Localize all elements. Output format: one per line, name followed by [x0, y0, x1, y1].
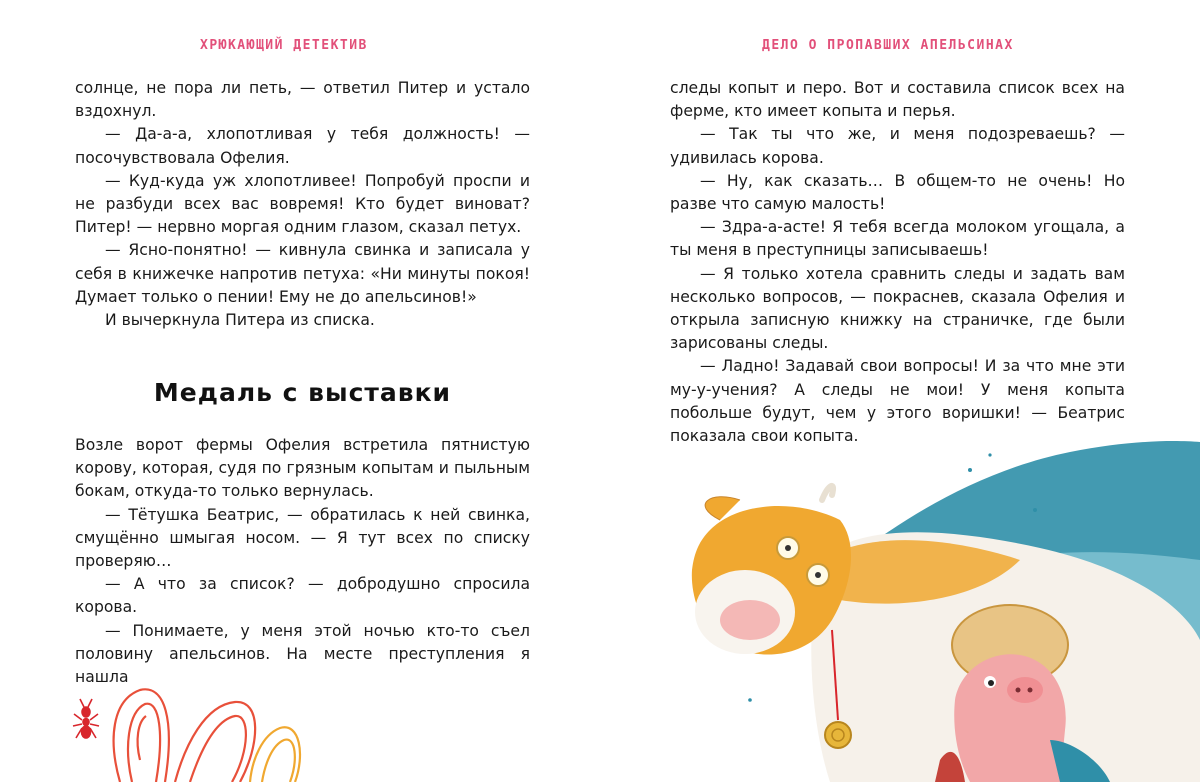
orange-slice-icon [175, 702, 255, 782]
chapter-title: Медаль с выставки [153, 378, 452, 407]
paragraph: Возле ворот фермы Офелия встретила пятнистую корову, которая, судя по грязным копытам и пыльным бокам, откуда-то только вернулась. [75, 436, 530, 501]
paragraph: — Ну, как сказать… В общем-то не очень! Но разве что самую малость! [670, 171, 1125, 214]
paragraph: — Так ты что же, и меня подозреваешь? — удивилась корова. [670, 125, 1125, 167]
orange-slice-icon [114, 689, 169, 782]
paragraph: — Куд-куда уж хлопотливее! Попробуй проспи и не разбуди всех вас вовремя! Кто будет виноват? Питер! — нервно моргая одним глазом, сказал петух. [75, 171, 530, 237]
right-page [600, 0, 1200, 782]
paragraph: И вычеркнула Питера из списка. [105, 311, 375, 330]
right-running-head: ДЕЛО О ПРОПАВШИХ АПЕЛЬСИНАХ [762, 38, 1014, 53]
orange-slice-icon [250, 727, 300, 782]
paragraph: — Ладно! Задавай свои вопросы! И за что мне эти му-у-учения? А следы не мои! У меня копыта побольше будут, чем у этого воришки! — Беатрис показала свои копыта. [670, 357, 1125, 446]
paragraph: — Я только хотела сравнить следы и задать вам несколько вопросов, — покраснев, сказала Офелия и открыла записную книжку на страничке, где были зарисованы следы. [670, 264, 1125, 353]
paragraph: — Ясно-понятно! — кивнула свинка и записала у себя в книжечке напротив петуха: «Ни минуты покоя! Думает только о пении! Ему не до апельсинов!» [75, 241, 530, 306]
paragraph: следы копыт и перо. Вот и составила список всех на ферме, кто имеет копыта и перья. [670, 79, 1125, 121]
left-running-head: ХРЮКАЮЩИЙ ДЕТЕКТИВ [200, 38, 368, 53]
ant-icon [73, 699, 99, 738]
paragraph: — Здра-а-асте! Я тебя всегда молоком угощала, а ты меня в преступницы записываешь! [670, 218, 1125, 260]
paragraph: — Да-а-а, хлопотливая у тебя должность! — посочувствовала Офелия. [75, 125, 530, 167]
paragraph: — Тётушка Беатрис, — обратилась к ней свинка, смущённо шмыгая носом. — Я тут всех по списку проверяю… [75, 505, 530, 571]
paragraph: — А что за список? — добродушно спросила корова. [75, 575, 530, 617]
cow-and-pig-illustration [600, 0, 1200, 782]
paragraph: солнце, не пора ли петь, — ответил Питер и устало вздохнул. [75, 79, 530, 121]
paragraph: — Понимаете, у меня этой ночью кто-то съел половину апельсинов. На месте преступления я нашла [75, 621, 530, 687]
